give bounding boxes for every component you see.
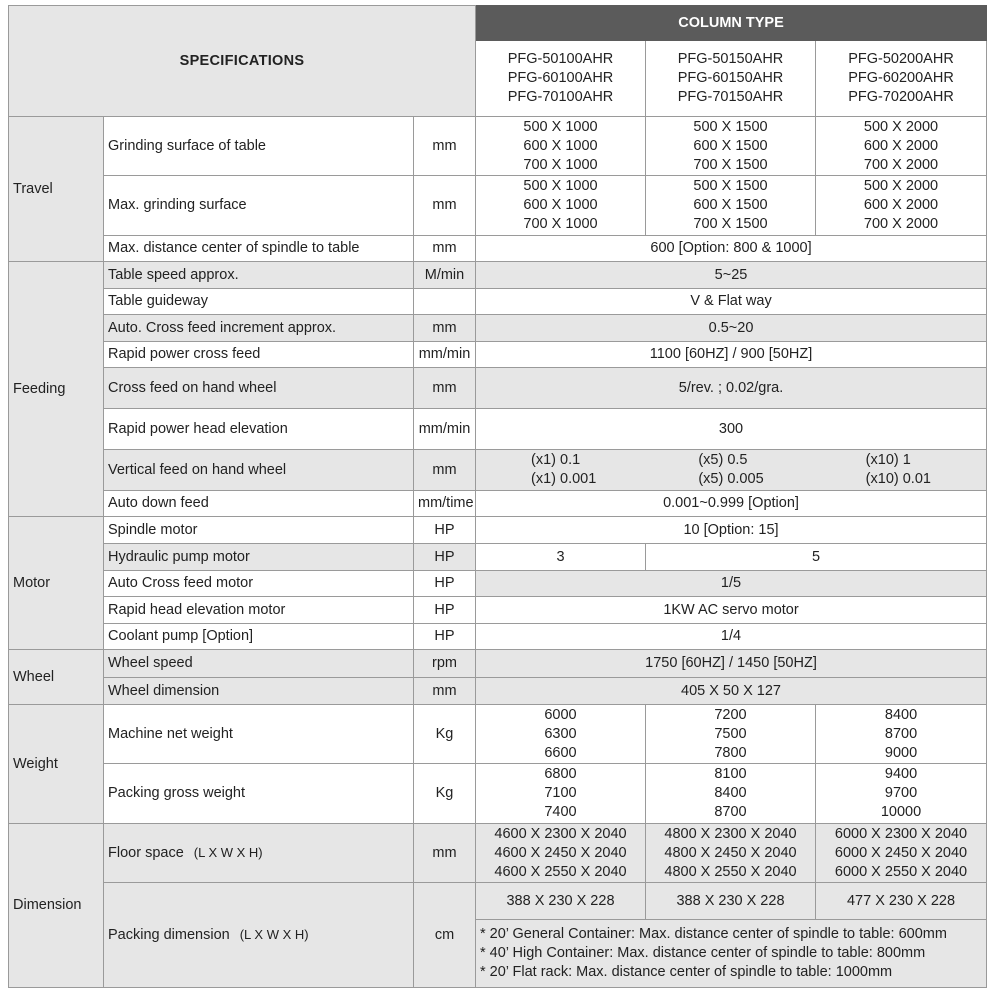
model-group-150: PFG-50150AHR PFG-60150AHR PFG-70150AHR xyxy=(646,41,816,117)
value-cell: 9400 9700 10000 xyxy=(816,764,987,824)
unit-wheel-dimension: mm xyxy=(414,678,476,705)
note-line: * 40’ High Container: Max. distance center of spindle to table: 800mm xyxy=(480,945,926,961)
value-table-speed: 5~25 xyxy=(476,262,987,289)
model-group-100: PFG-50100AHR PFG-60100AHR PFG-70100AHR xyxy=(476,41,646,117)
unit-table-speed: M/min xyxy=(414,262,476,289)
spec-gross-weight: Packing gross weight xyxy=(104,764,414,824)
unit-floor-space: mm xyxy=(414,824,476,883)
note-line: * 20’ Flat rack: Max. distance center of spindle to table: 1000mm xyxy=(480,964,893,980)
spec-net-weight: Machine net weight xyxy=(104,705,414,764)
unit-vertical-feed-hand-wheel: mm xyxy=(414,450,476,491)
value-cell: 500 X 1000 600 X 1000 700 X 1000 xyxy=(476,176,646,236)
spec-max-distance: Max. distance center of spindle to table xyxy=(104,236,414,262)
value-vertical-feed-hand-wheel: (x1) 0.1 (x1) 0.001 (x5) 0.5 (x5) 0.005 (x10) 1 (x10) 0.01 xyxy=(476,450,987,491)
value-auto-cross-feed-motor: 1/5 xyxy=(476,571,987,597)
spec-vertical-feed-hand-wheel: Vertical feed on hand wheel xyxy=(104,450,414,491)
specifications-table xyxy=(8,5,987,988)
value-cell: 6000 6300 6600 xyxy=(476,705,646,764)
value-cell: 4800 X 2300 X 2040 4800 X 2450 X 2040 4800 X 2550 X 2040 xyxy=(646,824,816,883)
note-line: * 20’ General Container: Max. distance center of spindle to table: 600mm xyxy=(480,926,947,942)
value-cell: 500 X 1500 600 X 1500 700 X 1500 xyxy=(646,117,816,176)
spec-rapid-cross-feed: Rapid power cross feed xyxy=(104,342,414,368)
spec-packing-dimension: Packing dimension (L X W X H) xyxy=(104,883,414,988)
value-cell: 500 X 2000 600 X 2000 700 X 2000 xyxy=(816,176,987,236)
value-packing-c: 477 X 230 X 228 xyxy=(816,883,987,920)
spec-wheel-dimension: Wheel dimension xyxy=(104,678,414,705)
unit-auto-cross-feed-motor: HP xyxy=(414,571,476,597)
spec-floor-space: Floor space (L X W X H) xyxy=(104,824,414,883)
unit-auto-cross-feed: mm xyxy=(414,315,476,342)
unit-max-distance: mm xyxy=(414,236,476,262)
spec-rapid-head-elevation: Rapid power head elevation xyxy=(104,409,414,450)
spec-grinding-surface: Grinding surface of table xyxy=(104,117,414,176)
unit-grinding-surface: mm xyxy=(414,117,476,176)
value-auto-cross-feed: 0.5~20 xyxy=(476,315,987,342)
spec-max-grinding-surface: Max. grinding surface xyxy=(104,176,414,236)
specifications-header: SPECIFICATIONS xyxy=(9,6,476,117)
value-wheel-dimension: 405 X 50 X 127 xyxy=(476,678,987,705)
spec-hydraulic-pump-motor: Hydraulic pump motor xyxy=(104,544,414,571)
unit-rapid-head-elevation: mm/min xyxy=(414,409,476,450)
unit-max-grinding-surface: mm xyxy=(414,176,476,236)
spec-spindle-motor: Spindle motor xyxy=(104,517,414,544)
spec-wheel-speed: Wheel speed xyxy=(104,650,414,678)
column-type-header: COLUMN TYPE xyxy=(476,6,987,41)
value-cross-feed-hand-wheel: 5/rev. ; 0.02/gra. xyxy=(476,368,987,409)
unit-wheel-speed: rpm xyxy=(414,650,476,678)
value-cell: 500 X 1500 600 X 1500 700 X 1500 xyxy=(646,176,816,236)
value-packing-b: 388 X 230 X 228 xyxy=(646,883,816,920)
value-cell: 6000 X 2300 X 2040 6000 X 2450 X 2040 6000 X 2550 X 2040 xyxy=(816,824,987,883)
spec-rapid-head-elevation-motor: Rapid head elevation motor xyxy=(104,597,414,624)
spec-table-speed: Table speed approx. xyxy=(104,262,414,289)
value-hydraulic-b: 5 xyxy=(646,544,987,571)
unit-rapid-cross-feed: mm/min xyxy=(414,342,476,368)
unit-table-guideway xyxy=(414,289,476,315)
spec-auto-cross-feed: Auto. Cross feed increment approx. xyxy=(104,315,414,342)
value-cell: 7200 7500 7800 xyxy=(646,705,816,764)
category-travel: Travel xyxy=(9,117,104,262)
unit-net-weight: Kg xyxy=(414,705,476,764)
packing-notes xyxy=(476,920,987,988)
value-hydraulic-a: 3 xyxy=(476,544,646,571)
model-group-200: PFG-50200AHR PFG-60200AHR PFG-70200AHR xyxy=(816,41,987,117)
spec-auto-down-feed: Auto down feed xyxy=(104,491,414,517)
value-coolant-pump: 1/4 xyxy=(476,624,987,650)
value-cell: 6800 7100 7400 xyxy=(476,764,646,824)
unit-auto-down-feed: mm/time xyxy=(414,491,476,517)
unit-gross-weight: Kg xyxy=(414,764,476,824)
value-cell: 4600 X 2300 X 2040 4600 X 2450 X 2040 4600 X 2550 X 2040 xyxy=(476,824,646,883)
unit-packing-dimension: cm xyxy=(414,883,476,988)
value-rapid-head-elevation-motor: 1KW AC servo motor xyxy=(476,597,987,624)
category-motor: Motor xyxy=(9,517,104,650)
value-spindle-motor: 10 [Option: 15] xyxy=(476,517,987,544)
value-rapid-cross-feed: 1100 [60HZ] / 900 [50HZ] xyxy=(476,342,987,368)
category-dimension: Dimension xyxy=(9,824,104,988)
spec-auto-cross-feed-motor: Auto Cross feed motor xyxy=(104,571,414,597)
value-wheel-speed: 1750 [60HZ] / 1450 [50HZ] xyxy=(476,650,987,678)
spec-coolant-pump: Coolant pump [Option] xyxy=(104,624,414,650)
unit-coolant-pump: HP xyxy=(414,624,476,650)
unit-hydraulic-pump-motor: HP xyxy=(414,544,476,571)
value-cell: 500 X 2000 600 X 2000 700 X 2000 xyxy=(816,117,987,176)
category-feeding: Feeding xyxy=(9,262,104,517)
category-wheel: Wheel xyxy=(9,650,104,705)
value-auto-down-feed: 0.001~0.999 [Option] xyxy=(476,491,987,517)
value-max-distance: 600 [Option: 800 & 1000] xyxy=(476,236,987,262)
value-cell: 500 X 1000 600 X 1000 700 X 1000 xyxy=(476,117,646,176)
unit-cross-feed-hand-wheel: mm xyxy=(414,368,476,409)
value-table-guideway: V & Flat way xyxy=(476,289,987,315)
value-rapid-head-elevation: 300 xyxy=(476,409,987,450)
value-cell: 8100 8400 8700 xyxy=(646,764,816,824)
unit-rapid-head-elevation-motor: HP xyxy=(414,597,476,624)
value-packing-a: 388 X 230 X 228 xyxy=(476,883,646,920)
value-cell: 8400 8700 9000 xyxy=(816,705,987,764)
unit-spindle-motor: HP xyxy=(414,517,476,544)
spec-cross-feed-hand-wheel: Cross feed on hand wheel xyxy=(104,368,414,409)
spec-table-guideway: Table guideway xyxy=(104,289,414,315)
category-weight: Weight xyxy=(9,705,104,824)
